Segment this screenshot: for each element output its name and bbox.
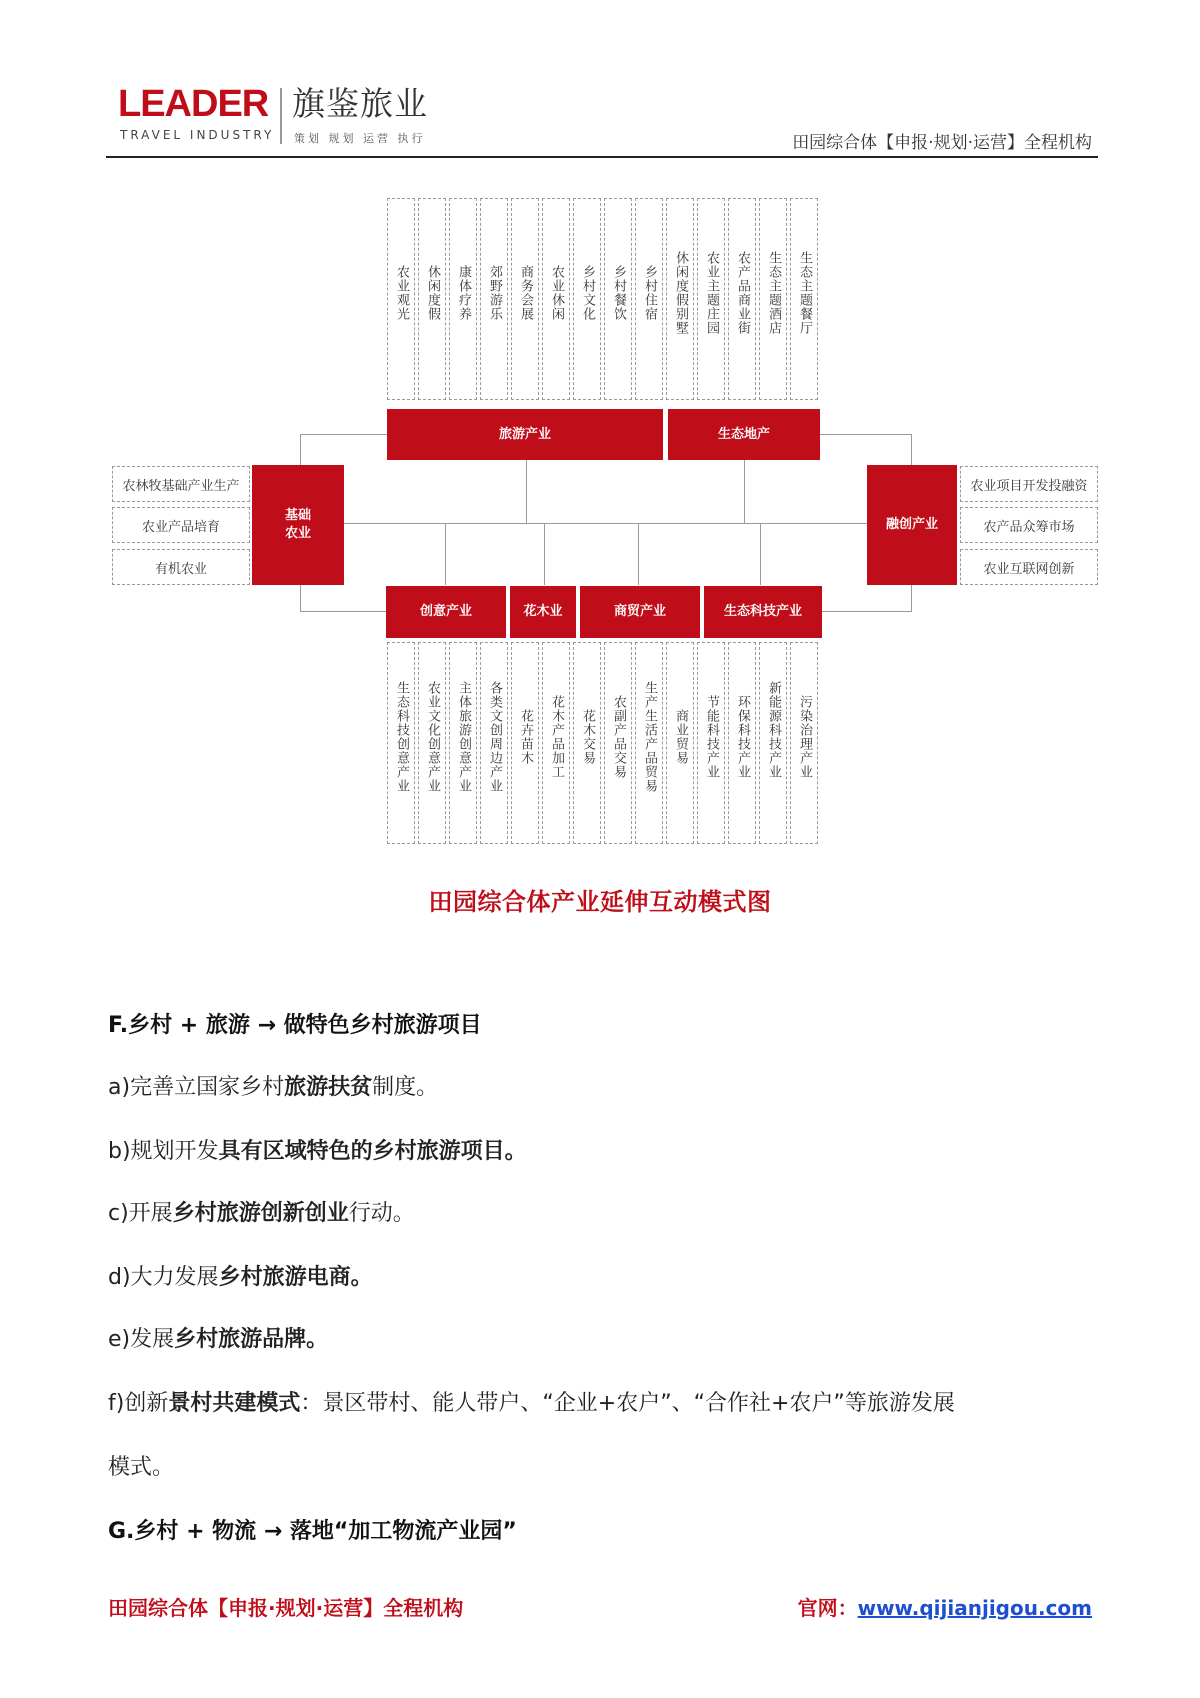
industry-trade: 商贸产业 xyxy=(580,586,700,638)
diagram-caption: 田园综合体产业延伸互动模式图 xyxy=(428,888,772,916)
section-heading-g: G.乡村 + 物流 → 落地“加工物流产业园” xyxy=(108,1519,517,1544)
list-item-e: e)发展乡村旅游品牌。 xyxy=(108,1327,329,1352)
brand-logo-en: LEADER xyxy=(118,83,269,125)
top-item: 商务会展 xyxy=(511,198,539,400)
list-item-f: f)创新景村共建模式：景区带村、能人带户、“企业+农户”、“合作社+农户”等旅游发展 xyxy=(108,1391,955,1416)
section-heading-f: F.乡村 + 旅游 → 做特色乡村旅游项目 xyxy=(108,1013,482,1038)
right-item: 农业项目开发投融资 xyxy=(960,466,1098,502)
industry-flowers: 花木业 xyxy=(510,586,576,638)
top-item: 休闲度假 xyxy=(418,198,446,400)
left-item: 有机农业 xyxy=(112,549,250,585)
bottom-item: 环保科技产业 xyxy=(728,642,756,844)
top-item: 生态主题餐厅 xyxy=(790,198,818,400)
bottom-item: 生态科技创意产业 xyxy=(387,642,415,844)
top-item: 生态主题酒店 xyxy=(759,198,787,400)
bottom-item: 节能科技产业 xyxy=(697,642,725,844)
website-link[interactable]: www.qijianjigou.com xyxy=(857,1596,1092,1620)
top-item: 农业主题庄园 xyxy=(697,198,725,400)
brand-sub-en: TRAVEL INDUSTRY xyxy=(120,128,275,142)
bottom-item: 花木交易 xyxy=(573,642,601,844)
bottom-item: 污染治理产业 xyxy=(790,642,818,844)
top-item: 休闲度假别墅 xyxy=(666,198,694,400)
top-item: 郊野游乐 xyxy=(480,198,508,400)
list-item-f-cont: 模式。 xyxy=(108,1455,175,1480)
industry-fusion: 融创产业 xyxy=(867,465,957,585)
top-item: 乡村文化 xyxy=(573,198,601,400)
bottom-item: 主体旅游创意产业 xyxy=(449,642,477,844)
footer-website-label: 官网： xyxy=(797,1596,858,1620)
top-item: 乡村住宿 xyxy=(635,198,663,400)
industry-eco-realestate: 生态地产 xyxy=(668,409,820,460)
list-item-c: c)开展乡村旅游创新创业行动。 xyxy=(108,1201,415,1226)
bottom-item: 商业贸易 xyxy=(666,642,694,844)
brand-sub-cn: 策划 规划 运营 执行 xyxy=(294,132,426,145)
industry-tourism: 旅游产业 xyxy=(387,409,663,460)
bottom-item: 花卉苗木 xyxy=(511,642,539,844)
bottom-item: 农业文化创意产业 xyxy=(418,642,446,844)
industry-basic-agriculture: 基础农业 xyxy=(252,465,344,585)
right-item: 农业互联网创新 xyxy=(960,549,1098,585)
industry-eco-tech: 生态科技产业 xyxy=(704,586,822,638)
top-item: 农业休闲 xyxy=(542,198,570,400)
right-item: 农产品众筹市场 xyxy=(960,507,1098,543)
top-item: 农产品商业街 xyxy=(728,198,756,400)
top-item: 康体疗养 xyxy=(449,198,477,400)
brand-logo-cn: 旗鉴旅业 xyxy=(292,84,428,123)
list-item-a: a)完善立国家乡村旅游扶贫制度。 xyxy=(108,1075,439,1100)
top-item: 乡村餐饮 xyxy=(604,198,632,400)
top-item: 农业观光 xyxy=(387,198,415,400)
header-slogan: 田园综合体【申报·规划·运营】全程机构 xyxy=(792,133,1092,153)
left-item: 农业产品培育 xyxy=(112,507,250,543)
bottom-item: 农副产品交易 xyxy=(604,642,632,844)
bottom-item: 各类文创周边产业 xyxy=(480,642,508,844)
industry-creative: 创意产业 xyxy=(386,586,506,638)
left-item: 农林牧基础产业生产 xyxy=(112,466,250,502)
footer-website xyxy=(798,1592,1092,1621)
list-item-d: d)大力发展乡村旅游电商。 xyxy=(108,1265,373,1290)
bottom-item: 生产生活产品贸易 xyxy=(635,642,663,844)
bottom-item: 新能源科技产业 xyxy=(759,642,787,844)
footer-slogan: 田园综合体【申报·规划·运营】全程机构 xyxy=(108,1596,464,1620)
bottom-item: 花木产品加工 xyxy=(542,642,570,844)
list-item-b: b)规划开发具有区域特色的乡村旅游项目。 xyxy=(108,1139,527,1164)
